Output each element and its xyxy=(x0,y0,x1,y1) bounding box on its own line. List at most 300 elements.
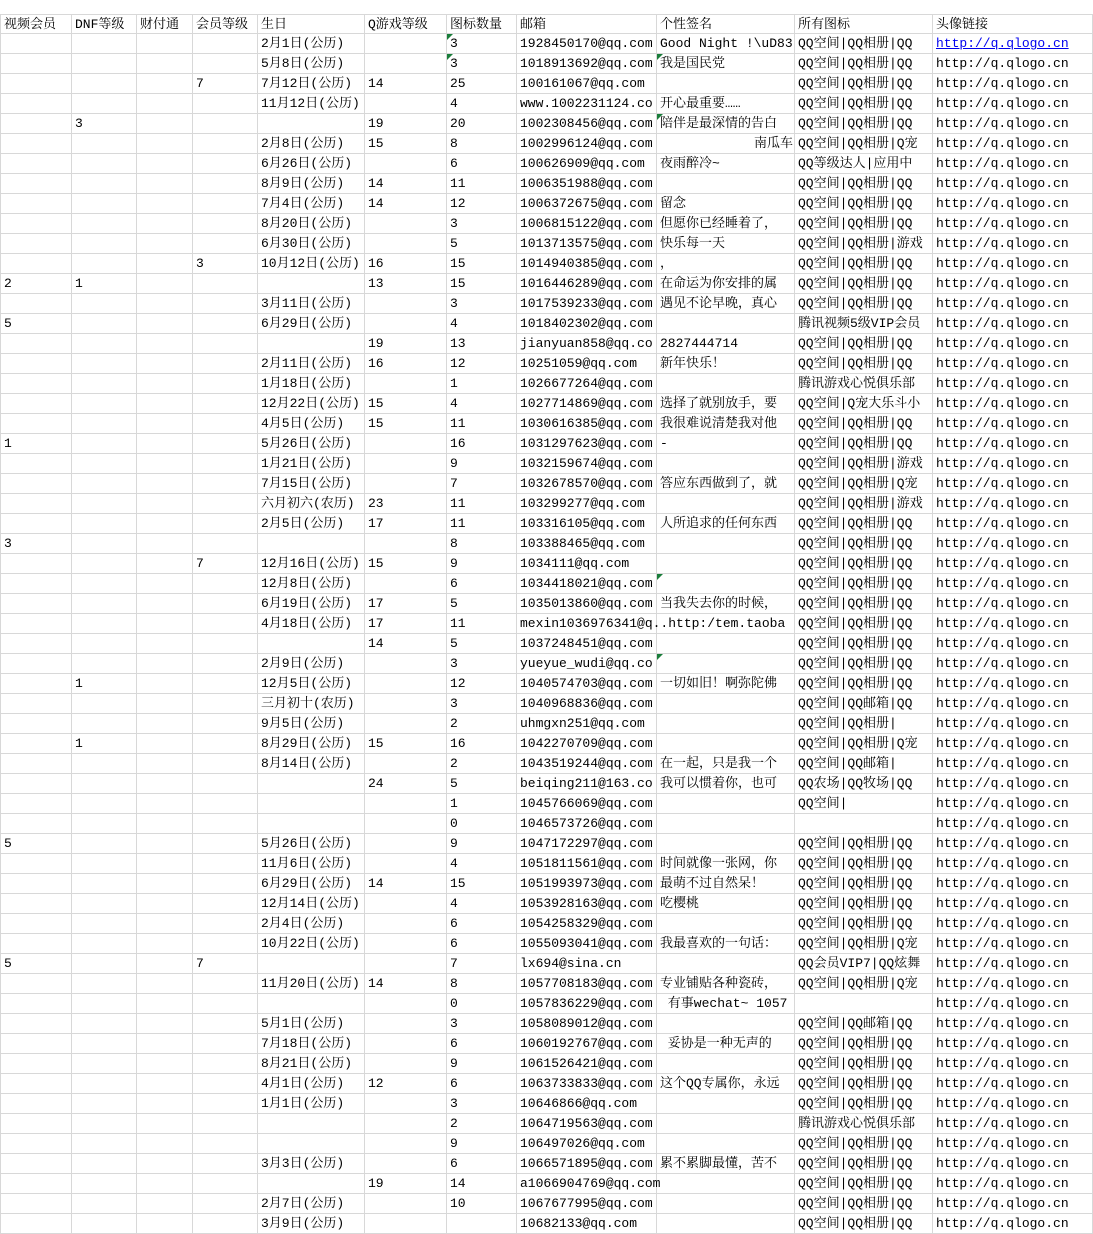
cell-signature[interactable] xyxy=(657,1134,795,1154)
cell-icon-count[interactable] xyxy=(447,114,517,134)
cell-all-icons[interactable] xyxy=(795,174,933,194)
cell-dnf-level[interactable] xyxy=(72,894,137,914)
cell-icon-count[interactable] xyxy=(447,474,517,494)
cell-dnf-level[interactable] xyxy=(72,1054,137,1074)
cell-email[interactable] xyxy=(517,634,657,654)
cell-all-icons[interactable] xyxy=(795,514,933,534)
cell-signature[interactable] xyxy=(657,1114,795,1134)
cell-dnf-level[interactable] xyxy=(72,854,137,874)
cell-birthday[interactable] xyxy=(258,594,365,614)
cell-all-icons[interactable] xyxy=(795,714,933,734)
cell-video-vip[interactable] xyxy=(0,874,72,894)
cell-vip-level[interactable] xyxy=(193,694,258,714)
cell-icon-count[interactable] xyxy=(447,414,517,434)
cell-signature[interactable] xyxy=(657,694,795,714)
cell-birthday[interactable] xyxy=(258,1174,365,1194)
cell-avatar-link[interactable] xyxy=(933,234,1093,254)
cell-all-icons[interactable] xyxy=(795,1114,933,1134)
cell-signature[interactable] xyxy=(657,1074,795,1094)
cell-avatar-link[interactable] xyxy=(933,334,1093,354)
cell-all-icons[interactable] xyxy=(795,914,933,934)
cell-all-icons[interactable] xyxy=(795,874,933,894)
avatar-link-value[interactable]: http://q.qlogo.cn xyxy=(936,1116,1069,1131)
cell-qgame-level[interactable] xyxy=(365,54,447,74)
cell-video-vip[interactable] xyxy=(0,694,72,714)
cell-dnf-level[interactable] xyxy=(72,914,137,934)
avatar-link-value[interactable]: http://q.qlogo.cn xyxy=(936,56,1069,71)
cell-email[interactable] xyxy=(517,234,657,254)
cell-video-vip[interactable] xyxy=(0,394,72,414)
cell-avatar-link[interactable] xyxy=(933,314,1093,334)
cell-vip-level[interactable] xyxy=(193,154,258,174)
cell-icon-count[interactable] xyxy=(447,994,517,1014)
cell-birthday[interactable] xyxy=(258,154,365,174)
cell-dnf-level[interactable] xyxy=(72,54,137,74)
cell-email[interactable] xyxy=(517,254,657,274)
cell-signature[interactable] xyxy=(657,734,795,754)
cell-qgame-level[interactable] xyxy=(365,434,447,454)
avatar-link-value[interactable]: http://q.qlogo.cn xyxy=(936,1056,1069,1071)
cell-tenpay[interactable] xyxy=(137,174,193,194)
cell-dnf-level[interactable] xyxy=(72,394,137,414)
cell-icon-count[interactable] xyxy=(447,1034,517,1054)
cell-all-icons[interactable] xyxy=(795,394,933,414)
cell-signature[interactable] xyxy=(657,814,795,834)
cell-qgame-level[interactable] xyxy=(365,494,447,514)
cell-dnf-level[interactable] xyxy=(72,1214,137,1234)
cell-icon-count[interactable] xyxy=(447,874,517,894)
cell-birthday[interactable] xyxy=(258,214,365,234)
cell-email[interactable] xyxy=(517,294,657,314)
cell-signature[interactable] xyxy=(657,214,795,234)
cell-icon-count[interactable] xyxy=(447,654,517,674)
cell-vip-level[interactable] xyxy=(193,1174,258,1194)
cell-all-icons[interactable] xyxy=(795,734,933,754)
cell-avatar-link[interactable] xyxy=(933,774,1093,794)
cell-qgame-level[interactable] xyxy=(365,974,447,994)
cell-email[interactable] xyxy=(517,1174,661,1194)
cell-qgame-level[interactable] xyxy=(365,114,447,134)
cell-email[interactable] xyxy=(517,854,657,874)
cell-signature[interactable] xyxy=(657,54,795,74)
cell-email[interactable] xyxy=(517,974,657,994)
cell-tenpay[interactable] xyxy=(137,394,193,414)
cell-video-vip[interactable] xyxy=(0,374,72,394)
cell-vip-level[interactable] xyxy=(193,1094,258,1114)
cell-video-vip[interactable] xyxy=(0,34,72,54)
avatar-link-value[interactable]: http://q.qlogo.cn xyxy=(936,836,1069,851)
cell-dnf-level[interactable] xyxy=(72,434,137,454)
avatar-link-value[interactable]: http://q.qlogo.cn xyxy=(936,476,1069,491)
cell-all-icons[interactable] xyxy=(795,634,933,654)
cell-vip-level[interactable] xyxy=(193,594,258,614)
cell-video-vip[interactable] xyxy=(0,954,72,974)
cell-all-icons[interactable] xyxy=(795,114,933,134)
cell-dnf-level[interactable] xyxy=(72,1154,137,1174)
cell-avatar-link[interactable] xyxy=(933,1054,1093,1074)
cell-birthday[interactable] xyxy=(258,894,365,914)
cell-qgame-level[interactable] xyxy=(365,314,447,334)
cell-tenpay[interactable] xyxy=(137,114,193,134)
avatar-link-value[interactable]: http://q.qlogo.cn xyxy=(936,556,1069,571)
cell-qgame-level[interactable] xyxy=(365,474,447,494)
cell-vip-level[interactable] xyxy=(193,834,258,854)
cell-tenpay[interactable] xyxy=(137,454,193,474)
cell-signature[interactable] xyxy=(657,1194,795,1214)
cell-avatar-link[interactable] xyxy=(933,374,1093,394)
cell-all-icons[interactable] xyxy=(795,1094,933,1114)
cell-avatar-link[interactable] xyxy=(933,994,1093,1014)
cell-dnf-level[interactable] xyxy=(72,1114,137,1134)
cell-email[interactable] xyxy=(517,434,657,454)
cell-birthday[interactable] xyxy=(258,74,365,94)
cell-tenpay[interactable] xyxy=(137,894,193,914)
cell-qgame-level[interactable] xyxy=(365,734,447,754)
cell-tenpay[interactable] xyxy=(137,674,193,694)
cell-video-vip[interactable] xyxy=(0,494,72,514)
cell-vip-level[interactable] xyxy=(193,1074,258,1094)
cell-all-icons[interactable] xyxy=(795,674,933,694)
cell-qgame-level[interactable] xyxy=(365,334,447,354)
cell-all-icons[interactable] xyxy=(795,154,933,174)
cell-tenpay[interactable] xyxy=(137,314,193,334)
cell-all-icons[interactable] xyxy=(795,1194,933,1214)
cell-qgame-level[interactable] xyxy=(365,374,447,394)
cell-video-vip[interactable] xyxy=(0,534,72,554)
cell-signature[interactable] xyxy=(657,74,795,94)
cell-tenpay[interactable] xyxy=(137,34,193,54)
cell-video-vip[interactable] xyxy=(0,634,72,654)
cell-vip-level[interactable] xyxy=(193,674,258,694)
cell-icon-count[interactable] xyxy=(447,894,517,914)
cell-vip-level[interactable] xyxy=(193,954,258,974)
cell-tenpay[interactable] xyxy=(137,934,193,954)
cell-dnf-level[interactable] xyxy=(72,294,137,314)
cell-email[interactable] xyxy=(517,114,657,134)
cell-qgame-level[interactable] xyxy=(365,1134,447,1154)
cell-avatar-link[interactable] xyxy=(933,814,1093,834)
cell-qgame-level[interactable] xyxy=(365,694,447,714)
cell-vip-level[interactable] xyxy=(193,34,258,54)
cell-email[interactable] xyxy=(517,1054,657,1074)
cell-vip-level[interactable] xyxy=(193,534,258,554)
cell-qgame-level[interactable] xyxy=(365,594,447,614)
cell-dnf-level[interactable] xyxy=(72,414,137,434)
cell-birthday[interactable] xyxy=(258,334,365,354)
cell-dnf-level[interactable] xyxy=(72,374,137,394)
cell-qgame-level[interactable] xyxy=(365,774,447,794)
cell-qgame-level[interactable] xyxy=(365,234,447,254)
cell-avatar-link[interactable] xyxy=(933,1074,1093,1094)
cell-avatar-link[interactable] xyxy=(933,1034,1093,1054)
cell-video-vip[interactable] xyxy=(0,1114,72,1134)
cell-tenpay[interactable] xyxy=(137,1134,193,1154)
cell-avatar-link[interactable] xyxy=(933,554,1093,574)
cell-email[interactable] xyxy=(517,594,657,614)
cell-signature[interactable] xyxy=(657,474,795,494)
cell-vip-level[interactable] xyxy=(193,414,258,434)
cell-signature[interactable] xyxy=(657,434,795,454)
cell-icon-count[interactable] xyxy=(447,814,517,834)
cell-all-icons[interactable] xyxy=(795,354,933,374)
cell-email[interactable] xyxy=(517,614,786,634)
cell-birthday[interactable] xyxy=(258,694,365,714)
cell-avatar-link[interactable] xyxy=(933,514,1093,534)
cell-qgame-level[interactable] xyxy=(365,294,447,314)
cell-email[interactable] xyxy=(517,174,657,194)
cell-signature[interactable] xyxy=(657,594,795,614)
avatar-link-value[interactable]: http://q.qlogo.cn xyxy=(936,856,1069,871)
cell-all-icons[interactable] xyxy=(795,194,933,214)
cell-dnf-level[interactable] xyxy=(72,574,137,594)
cell-all-icons[interactable] xyxy=(795,894,933,914)
cell-icon-count[interactable] xyxy=(447,594,517,614)
avatar-link-value[interactable]: http://q.qlogo.cn xyxy=(936,376,1069,391)
cell-tenpay[interactable] xyxy=(137,334,193,354)
cell-tenpay[interactable] xyxy=(137,1114,193,1134)
cell-signature[interactable] xyxy=(657,174,795,194)
avatar-link-value[interactable]: http://q.qlogo.cn xyxy=(936,516,1069,531)
cell-qgame-level[interactable] xyxy=(365,74,447,94)
cell-email[interactable] xyxy=(517,334,657,354)
cell-dnf-level[interactable] xyxy=(72,594,137,614)
avatar-link-value[interactable]: http://q.qlogo.cn xyxy=(936,116,1069,131)
cell-dnf-level[interactable] xyxy=(72,34,137,54)
cell-vip-level[interactable] xyxy=(193,854,258,874)
cell-avatar-link[interactable] xyxy=(933,1114,1093,1134)
cell-dnf-level[interactable] xyxy=(72,314,137,334)
cell-icon-count[interactable] xyxy=(447,854,517,874)
cell-email[interactable] xyxy=(517,74,657,94)
cell-birthday[interactable] xyxy=(258,634,365,654)
cell-tenpay[interactable] xyxy=(137,254,193,274)
cell-avatar-link[interactable] xyxy=(933,474,1093,494)
avatar-link-value[interactable]: http://q.qlogo.cn xyxy=(936,956,1069,971)
cell-icon-count[interactable] xyxy=(447,934,517,954)
cell-video-vip[interactable] xyxy=(0,734,72,754)
cell-all-icons[interactable] xyxy=(795,374,933,394)
cell-signature[interactable] xyxy=(657,674,795,694)
avatar-link-value[interactable]: http://q.qlogo.cn xyxy=(936,1196,1069,1211)
avatar-link-value[interactable]: http://q.qlogo.cn xyxy=(936,616,1069,631)
cell-avatar-link[interactable] xyxy=(933,1154,1093,1174)
cell-all-icons[interactable] xyxy=(795,994,933,1014)
cell-birthday[interactable] xyxy=(258,354,365,374)
cell-all-icons[interactable] xyxy=(795,234,933,254)
cell-tenpay[interactable] xyxy=(137,1074,193,1094)
cell-tenpay[interactable] xyxy=(137,714,193,734)
cell-icon-count[interactable] xyxy=(447,374,517,394)
cell-qgame-level[interactable] xyxy=(365,1194,447,1214)
cell-dnf-level[interactable] xyxy=(72,494,137,514)
cell-icon-count[interactable] xyxy=(447,234,517,254)
cell-signature[interactable] xyxy=(657,534,795,554)
cell-dnf-level[interactable] xyxy=(72,154,137,174)
avatar-link-value[interactable]: http://q.qlogo.cn xyxy=(936,636,1069,651)
cell-signature[interactable] xyxy=(657,994,795,1014)
cell-dnf-level[interactable] xyxy=(72,214,137,234)
cell-tenpay[interactable] xyxy=(137,1094,193,1114)
cell-all-icons[interactable] xyxy=(795,274,933,294)
cell-birthday[interactable] xyxy=(258,234,365,254)
cell-qgame-level[interactable] xyxy=(365,534,447,554)
cell-vip-level[interactable] xyxy=(193,374,258,394)
cell-all-icons[interactable] xyxy=(795,414,933,434)
avatar-link-value[interactable]: http://q.qlogo.cn xyxy=(936,816,1069,831)
cell-avatar-link[interactable] xyxy=(933,854,1093,874)
cell-birthday[interactable] xyxy=(258,374,365,394)
cell-email[interactable] xyxy=(517,1194,657,1214)
avatar-link-value[interactable]: http://q.qlogo.cn xyxy=(936,336,1069,351)
cell-video-vip[interactable] xyxy=(0,54,72,74)
cell-tenpay[interactable] xyxy=(137,854,193,874)
cell-icon-count[interactable] xyxy=(447,54,517,74)
cell-qgame-level[interactable] xyxy=(365,214,447,234)
cell-birthday[interactable] xyxy=(258,274,365,294)
cell-birthday[interactable] xyxy=(258,674,365,694)
cell-email[interactable] xyxy=(517,714,657,734)
cell-dnf-level[interactable] xyxy=(72,1014,137,1034)
cell-avatar-link[interactable] xyxy=(933,1014,1093,1034)
cell-video-vip[interactable] xyxy=(0,794,72,814)
cell-email[interactable] xyxy=(517,1114,657,1134)
cell-icon-count[interactable] xyxy=(447,354,517,374)
cell-vip-level[interactable] xyxy=(193,1034,258,1054)
header-avatar-link[interactable]: 头像链接 xyxy=(933,14,1093,34)
cell-email[interactable] xyxy=(517,994,657,1014)
cell-email[interactable] xyxy=(517,474,657,494)
cell-vip-level[interactable] xyxy=(193,354,258,374)
cell-qgame-level[interactable] xyxy=(365,1014,447,1034)
cell-signature[interactable] xyxy=(657,774,795,794)
cell-qgame-level[interactable] xyxy=(365,994,447,1014)
cell-tenpay[interactable] xyxy=(137,954,193,974)
cell-birthday[interactable] xyxy=(258,1134,365,1154)
cell-qgame-level[interactable] xyxy=(365,754,447,774)
cell-icon-count[interactable] xyxy=(447,254,517,274)
cell-video-vip[interactable] xyxy=(0,354,72,374)
cell-dnf-level[interactable] xyxy=(72,834,137,854)
cell-tenpay[interactable] xyxy=(137,834,193,854)
cell-birthday[interactable] xyxy=(258,794,365,814)
cell-avatar-link[interactable] xyxy=(933,734,1093,754)
avatar-link-value[interactable]: http://q.qlogo.cn xyxy=(936,876,1069,891)
cell-birthday[interactable] xyxy=(258,294,365,314)
cell-email[interactable] xyxy=(517,574,657,594)
cell-birthday[interactable] xyxy=(258,394,365,414)
cell-qgame-level[interactable] xyxy=(365,154,447,174)
cell-video-vip[interactable] xyxy=(0,74,72,94)
cell-all-icons[interactable] xyxy=(795,1214,933,1234)
avatar-link-value[interactable]: http://q.qlogo.cn xyxy=(936,276,1069,291)
cell-dnf-level[interactable] xyxy=(72,94,137,114)
avatar-link-value[interactable]: http://q.qlogo.cn xyxy=(936,1016,1069,1031)
header-birthday[interactable]: 生日 xyxy=(258,14,365,34)
cell-tenpay[interactable] xyxy=(137,634,193,654)
cell-avatar-link[interactable] xyxy=(933,354,1093,374)
cell-avatar-link[interactable] xyxy=(933,1174,1093,1194)
cell-vip-level[interactable] xyxy=(193,194,258,214)
cell-email[interactable] xyxy=(517,374,657,394)
cell-vip-level[interactable] xyxy=(193,714,258,734)
cell-all-icons[interactable] xyxy=(795,1034,933,1054)
cell-all-icons[interactable] xyxy=(795,454,933,474)
cell-signature[interactable] xyxy=(657,954,795,974)
cell-all-icons[interactable] xyxy=(795,1134,933,1154)
avatar-link-value[interactable]: http://q.qlogo.cn xyxy=(936,916,1069,931)
cell-qgame-level[interactable] xyxy=(365,1094,447,1114)
cell-video-vip[interactable] xyxy=(0,594,72,614)
cell-all-icons[interactable] xyxy=(795,794,933,814)
cell-avatar-link[interactable] xyxy=(933,74,1093,94)
cell-tenpay[interactable] xyxy=(137,1154,193,1174)
cell-vip-level[interactable] xyxy=(193,94,258,114)
cell-all-icons[interactable] xyxy=(795,594,933,614)
cell-tenpay[interactable] xyxy=(137,194,193,214)
cell-video-vip[interactable] xyxy=(0,254,72,274)
cell-tenpay[interactable] xyxy=(137,134,193,154)
cell-avatar-link[interactable] xyxy=(933,794,1093,814)
cell-video-vip[interactable] xyxy=(0,174,72,194)
cell-all-icons[interactable] xyxy=(795,954,933,974)
avatar-link-value[interactable]: http://q.qlogo.cn xyxy=(936,1136,1069,1151)
cell-birthday[interactable] xyxy=(258,754,365,774)
cell-signature[interactable] xyxy=(657,274,795,294)
cell-video-vip[interactable] xyxy=(0,514,72,534)
cell-vip-level[interactable] xyxy=(193,634,258,654)
cell-vip-level[interactable] xyxy=(193,454,258,474)
cell-birthday[interactable] xyxy=(258,854,365,874)
avatar-link-value[interactable]: http://q.qlogo.cn xyxy=(936,1156,1069,1171)
cell-dnf-level[interactable] xyxy=(72,274,137,294)
cell-video-vip[interactable] xyxy=(0,1014,72,1034)
cell-birthday[interactable] xyxy=(258,774,365,794)
cell-all-icons[interactable] xyxy=(795,34,933,54)
cell-tenpay[interactable] xyxy=(137,1054,193,1074)
avatar-link-value[interactable]: http://q.qlogo.cn xyxy=(936,696,1069,711)
cell-birthday[interactable] xyxy=(258,534,365,554)
cell-birthday[interactable] xyxy=(258,994,365,1014)
cell-qgame-level[interactable] xyxy=(365,414,447,434)
cell-signature[interactable] xyxy=(657,794,795,814)
cell-dnf-level[interactable] xyxy=(72,1174,137,1194)
cell-dnf-level[interactable] xyxy=(72,1074,137,1094)
cell-tenpay[interactable] xyxy=(137,514,193,534)
cell-video-vip[interactable] xyxy=(0,814,72,834)
cell-icon-count[interactable] xyxy=(447,1094,517,1114)
cell-video-vip[interactable] xyxy=(0,214,72,234)
cell-signature[interactable] xyxy=(657,514,795,534)
cell-avatar-link[interactable] xyxy=(933,1214,1093,1234)
header-vip-level[interactable]: 会员等级 xyxy=(193,14,258,34)
cell-birthday[interactable] xyxy=(258,814,365,834)
cell-birthday[interactable] xyxy=(258,474,365,494)
header-signature[interactable]: 个性签名 xyxy=(657,14,795,34)
cell-video-vip[interactable] xyxy=(0,1034,72,1054)
avatar-link-value[interactable]: http://q.qlogo.cn xyxy=(936,996,1069,1011)
cell-birthday[interactable] xyxy=(258,954,365,974)
cell-tenpay[interactable] xyxy=(137,1194,193,1214)
cell-email[interactable] xyxy=(517,494,657,514)
cell-vip-level[interactable] xyxy=(193,1054,258,1074)
cell-icon-count[interactable] xyxy=(447,574,517,594)
cell-qgame-level[interactable] xyxy=(365,914,447,934)
cell-qgame-level[interactable] xyxy=(365,814,447,834)
cell-dnf-level[interactable] xyxy=(72,954,137,974)
cell-email[interactable] xyxy=(517,1014,657,1034)
cell-birthday[interactable] xyxy=(258,1154,365,1174)
cell-icon-count[interactable] xyxy=(447,394,517,414)
